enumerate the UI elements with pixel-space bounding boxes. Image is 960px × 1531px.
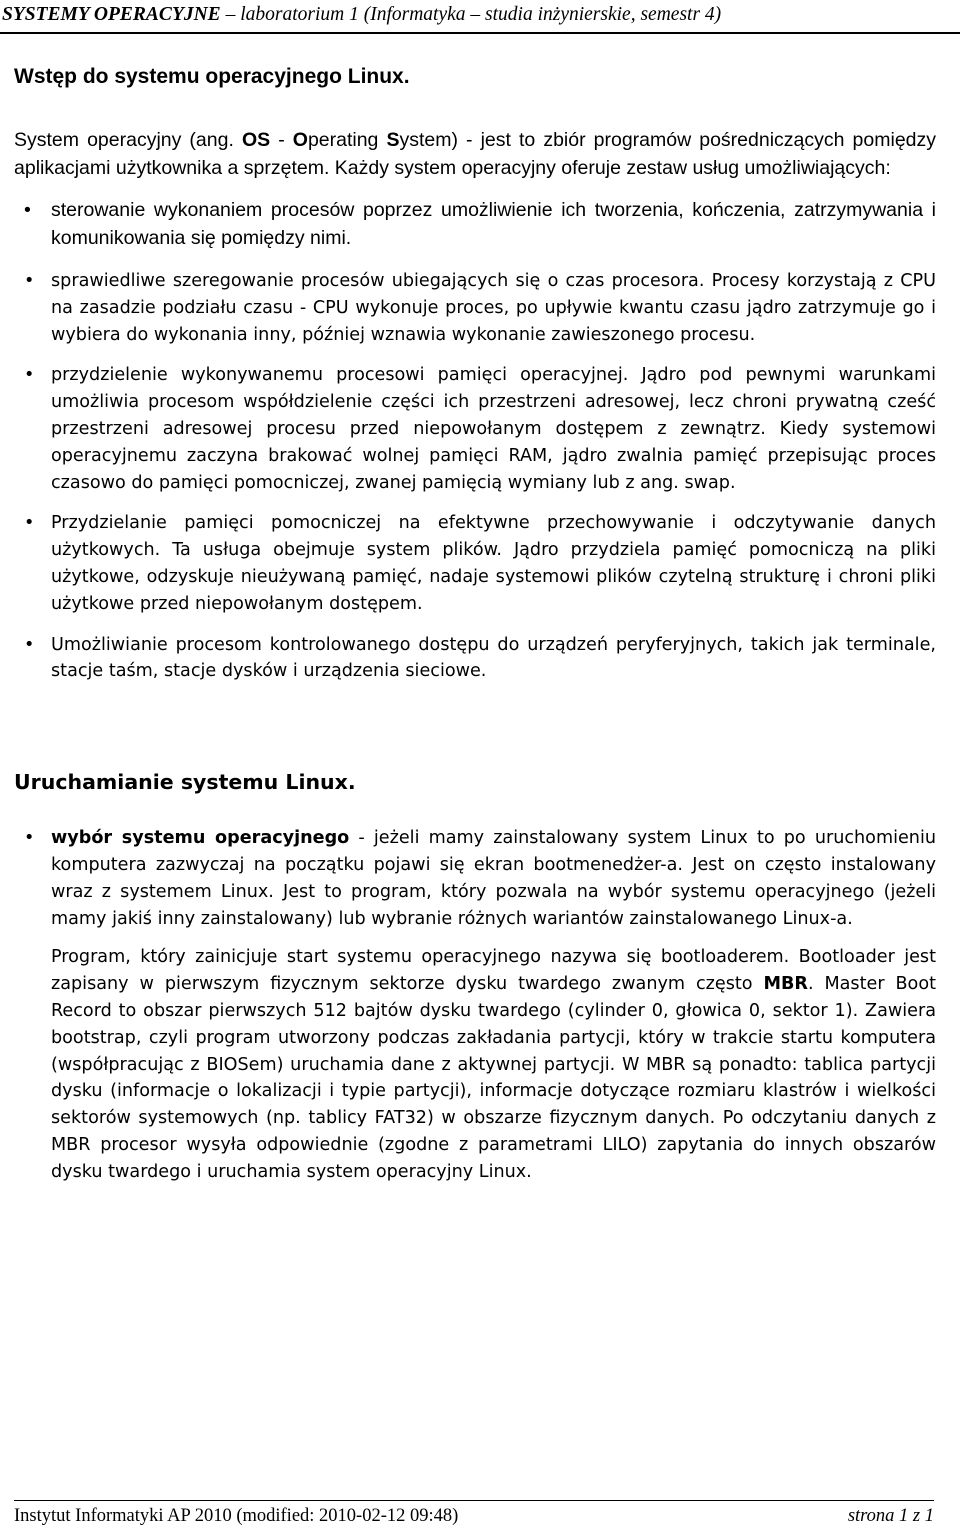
bootloader-text-2: . Master Boot Record to obszar pierwszych 512 bajtów dysku twardego (cylinder 0, głowica 0, sektor 1). Zawiera bootstrap, czyli program utworzony podczas zakładania partycji, który w trakcie startu komputera (współpracując z BIOSem) uruchamia dane z aktywnej partycji. W MBR są ponadto: tablica partycji dysku (informacje o lokalizacji i typie partycji), informacje dotyczące rozmiaru klastrów i wielkości sektorów systemowych (np. tablicy FAT32) w obszarze fizycznym danych. Po odczytaniu danych z MBR procesor wysyła odpowiednie (zgodne z parametrami LILO) zapytania do innych obszarów dysku twardego i uruchamia system operacyjny Linux. — [51, 974, 936, 1182]
services-list — [14, 196, 936, 685]
list-item — [14, 362, 936, 496]
list-item — [14, 510, 936, 617]
mbr-term: MBR — [763, 974, 808, 995]
section-heading-boot: Uruchamianie systemu Linux. — [14, 770, 356, 795]
list-item — [14, 632, 936, 686]
header-title-rest: – laboratorium 1 (Informatyka – studia inżynierskie, semestr 4) — [220, 4, 722, 25]
bootloader-paragraph — [14, 944, 936, 1185]
intro-s-letter: S — [386, 129, 400, 151]
intro-text-2: - — [270, 129, 293, 151]
intro-os-abbr: OS — [241, 129, 271, 151]
bullet-icon: • — [24, 365, 35, 386]
bootloader-text-1: Program, który zainicjuje start systemu operacyjnego nazywa się bootloaderem. Bootloader jest zapisany w pierwszym fizycznym sektorze dysku twardego zwanym często — [51, 947, 936, 995]
list-item — [14, 825, 936, 932]
bullet-icon: • — [24, 513, 35, 534]
list-item-text: - jeżeli mamy zainstalowany system Linux to po uruchomieniu komputera zazwyczaj na początku pojawi się ekran bootmenedżer-a. Jest on często instalowany wraz z systemem Linux. Jest to program, który pozwala na wybór systemu operacyjnego (jeżeli mamy jakiś inny zainstalowany) lub wybranie różnych wariantów zainstalowanego Linux-a. — [51, 828, 936, 929]
bullet-icon: • — [24, 199, 31, 221]
intro-text-3: perating — [307, 129, 387, 151]
footer-page-number: strona 1 z 1 — [847, 1506, 934, 1526]
bullet-icon: • — [24, 271, 35, 291]
list-item-text: przydzielenie wykonywanemu procesowi pamięci operacyjnej. — [51, 365, 629, 386]
section-heading-intro: Wstęp do systemu operacyjnego Linux. — [14, 65, 410, 88]
list-item-text: Umożliwianie procesom kontrolowanego dostępu do urządzeń peryferyjnych, takich jak terminale, stacje taśm, stacje dysków i urządzenia sieciowe. — [51, 634, 936, 682]
header-title-bold: SYSTEMY OPERACYJNE — [2, 4, 221, 25]
document-body — [14, 62, 936, 1186]
list-item — [14, 196, 936, 252]
list-item-text: sterowanie wykonaniem procesów poprzez umożliwienie ich tworzenia, kończenia, zatrzymywania i komunikowania się pomiędzy nimi. — [51, 199, 936, 249]
footer-source: Instytut Informatyki AP 2010 (modified: 2010-02-12 09:48) — [14, 1506, 459, 1526]
list-item-text: Przydzielanie pamięci pomocniczej na efektywne przechowywanie i odczytywanie danych użytkowych. Ta usługa obejmuje system plików. Jądro przydziela pamięć pomocniczą na pliki użytkowe, odzyskuje nieużywaną pamięć, nadaje systemowi plików czytelną strukturę i chroni pliki użytkowe przed niepowołanym dostępem. — [51, 513, 936, 614]
boot-choice-term: wybór systemu operacyjnego — [51, 828, 350, 849]
list-item — [14, 268, 936, 348]
page-header — [0, 0, 960, 34]
list-item-text: Procesy korzystają z CPU na zasadzie podziału czasu - CPU wykonuje proces, po upływie kwantu czasu jądro zatrzymuje go i wybiera do wykonania inny, później wznawia wykonanie zawieszonego procesu. — [51, 271, 936, 345]
intro-text-1: System operacyjny (ang. — [14, 129, 242, 151]
intro-paragraph — [14, 126, 936, 182]
intro-text-4: ystem) - jest to zbiór programów pośredniczących pomiędzy aplikacjami użytkownika a sprzętem. Każdy system operacyjny oferuje zestaw usług umożliwiających: — [14, 129, 937, 179]
boot-list — [14, 825, 936, 932]
list-item-text: sprawiedliwe szeregowanie procesów ubiegających się o czas procesora. — [51, 271, 705, 291]
intro-o-letter: O — [292, 129, 308, 151]
page-footer — [14, 1500, 934, 1531]
bullet-icon: • — [24, 634, 35, 655]
bullet-icon: • — [24, 828, 35, 849]
list-item-text: Jądro pod pewnymi warunkami umożliwia procesom współdzielenie części ich przestrzeni adresowej, lecz chroni prywatną cześć przestrzeni adresowej procesu przed niepowołanym dostępem z zewnątrz. Kiedy systemowi operacyjnemu zaczyna brakować wolnej pamięci RAM, jądro zwalnia pamięć przepisując proces czasowo do pamięci pomocniczej, zwanej pamięcią wymiany lub z ang. swap. — [51, 365, 936, 493]
